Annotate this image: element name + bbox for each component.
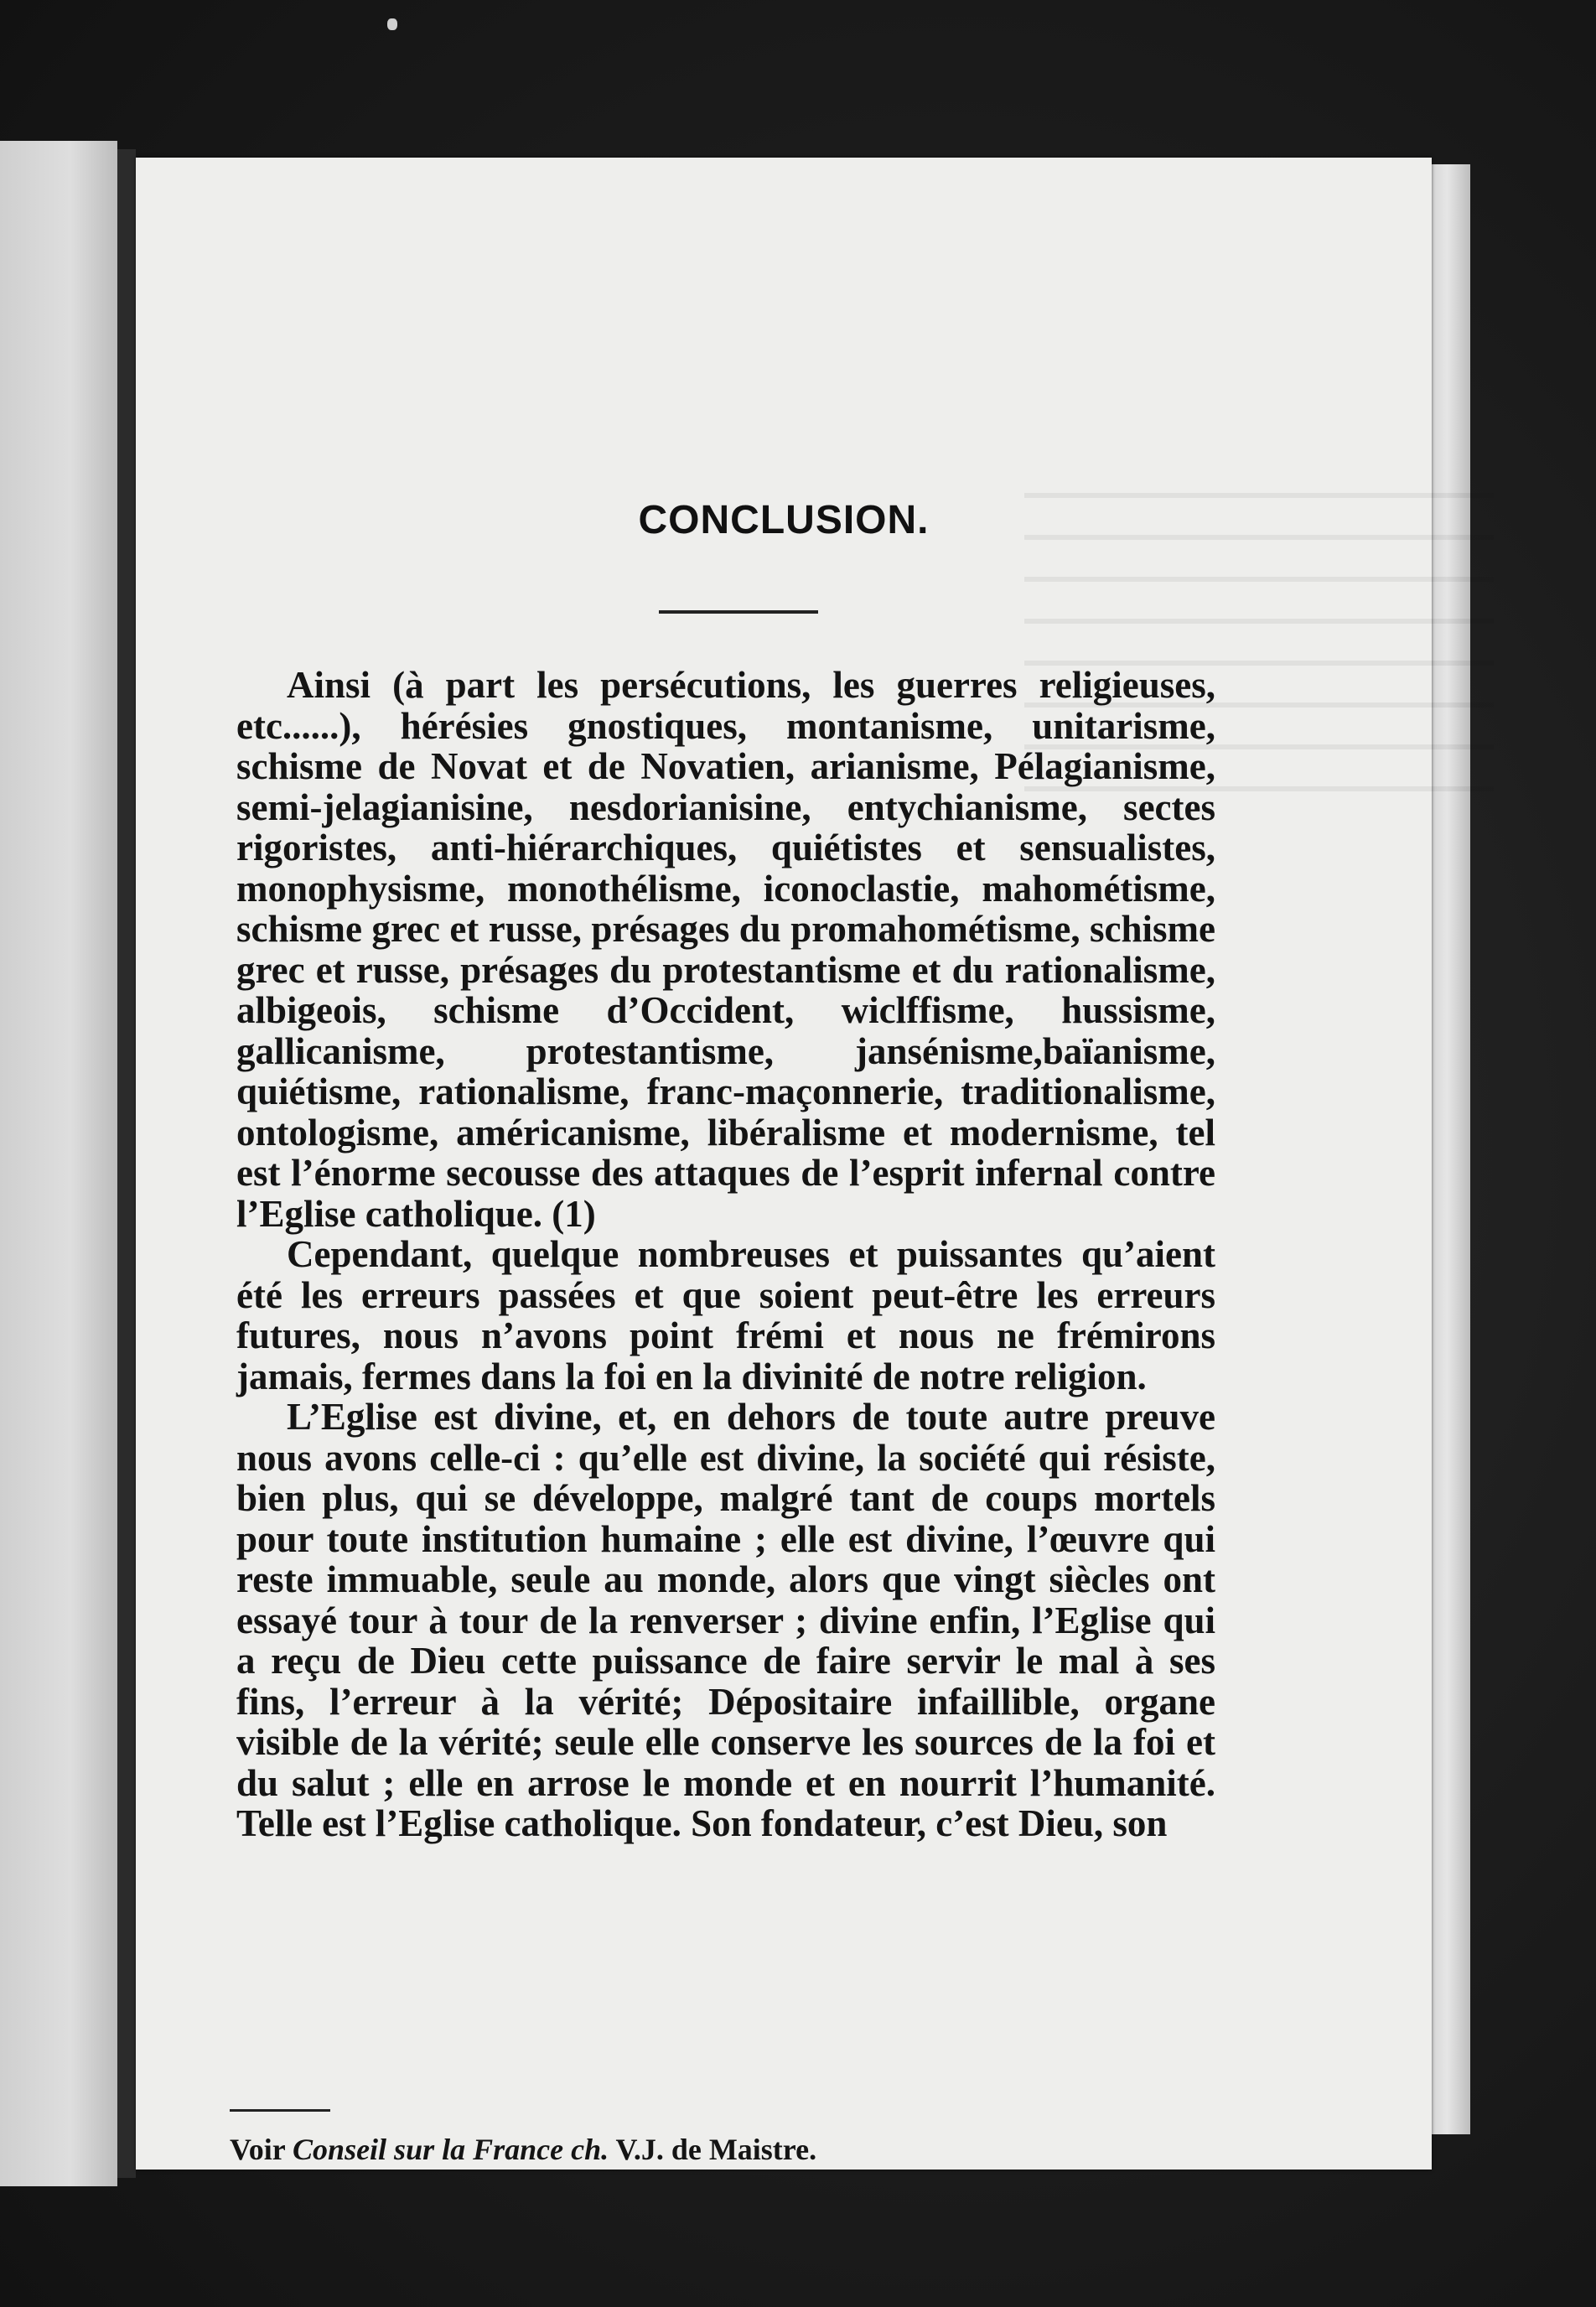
dust-speck <box>387 18 397 30</box>
footnote-rule <box>230 2109 330 2112</box>
left-page-edge <box>0 141 117 2186</box>
footnote-title: Conseil sur la France ch. <box>293 2133 609 2166</box>
right-page-edges <box>1432 164 1470 2134</box>
footnote-prefix: Voir <box>230 2133 293 2166</box>
book-spine <box>117 149 136 2178</box>
page-title: CONCLUSION. <box>638 498 930 542</box>
footnote-author: V.J. de Maistre. <box>609 2133 817 2166</box>
footnote <box>230 2132 1219 2167</box>
paragraph-1: Ainsi (à part les persécutions, les guerres religieuses, etc......), hérésies gnostiques, montanisme, unitarisme, schisme de Novat et de Novatien, arianisme, Pélagianisme, semi-jelagianisine, nesdorianisine, entychianisme, sectes rigoristes, anti-hiérarchiques, quiétistes et sensualistes, monophysisme, monothélisme, iconoclastie, mahométisme, schisme grec et russe, présages du promahométisme, schisme grec et russe, présages du protestantisme et du rationalisme, albigeois, schisme d’Occident, wiclffisme, hussisme, gallicanisme, protestantisme, jansénisme,baïanisme, quiétisme, rationalisme, franc-maçonnerie, traditionalisme, ontologisme, américanisme, libéralisme et modernisme, tel est l’énorme secousse des attaques de l’esprit infernal contre l’Eglise catholique. (1) <box>236 664 1215 1235</box>
paragraph-2: Cependant, quelque nombreuses et puissantes qu’aient été les erreurs passées et que soient peut-être les erreurs futures, nous n’avons point frémi et nous ne frémirons jamais, fermes dans la foi en la divinité de notre religion. <box>236 1233 1215 1397</box>
paragraph-3: L’Eglise est divine, et, en dehors de toute autre preuve nous avons celle-ci : qu’elle est divine, la société qui résiste, bien plus, qui se développe, malgré tant de coups mortels pour toute institution humaine ; elle est divine, l’œuvre qui reste immuable, seule au monde, alors que vingt siècles ont essayé tour à tour de la renverser ; divine enfin, l’Eglise qui a reçu de Dieu cette puissance de faire servir le mal à ses fins, l’erreur à la vérité; Dépositaire infaillible, organe visible de la vérité; seule elle conserve les sources de la foi et du salut ; elle en arrose le monde et en nourrit l’humanité. Telle est l’Eglise catholique. Son fondateur, c’est Dieu, son <box>236 1396 1215 1844</box>
book-page <box>136 158 1432 2170</box>
title-rule <box>659 610 818 614</box>
body-text <box>236 665 1215 1844</box>
